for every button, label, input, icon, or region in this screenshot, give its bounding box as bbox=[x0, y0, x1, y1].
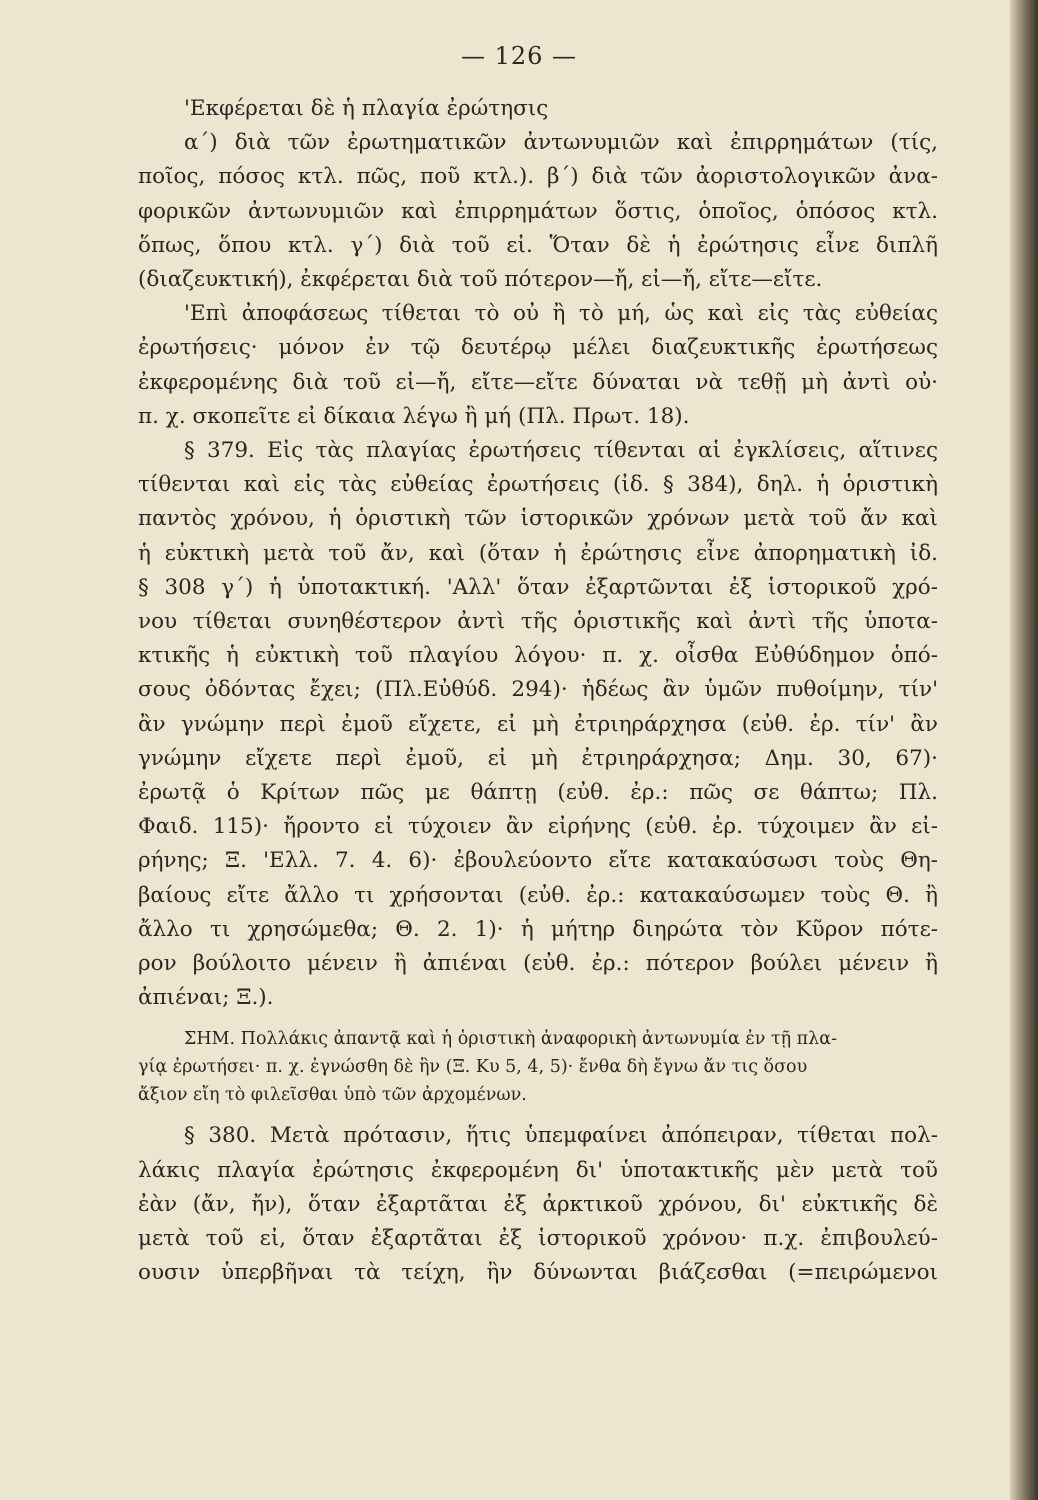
text-line: Φαιδ. 115)· ἤροντο εἰ τύχοιεν ἂν εἰρήνης (εὐθ. ἐρ. τύχοιμεν ἂν εἰ- bbox=[138, 814, 938, 840]
text-line: ἀπιέναι; Ξ.). bbox=[138, 985, 274, 1011]
text-line: § 380. Μετὰ πρότασιν, ἥτις ὑπεμφαίνει ἀπόπειραν, τίθεται πολ- bbox=[184, 1123, 938, 1149]
note-line: ΣΗΜ. Πολλάκις ἀπαντᾷ καὶ ἡ ὁριστικὴ ἀναφορικὴ ἀντωνυμία ἐν τῇ πλα- bbox=[184, 1029, 838, 1050]
text-line: 'Επὶ ἀποφάσεως τίθεται τὸ οὐ ἢ τὸ μή, ὡς καὶ εἰς τὰς εὐθείας bbox=[184, 301, 938, 327]
text-line: φορικῶν ἀντωνυμιῶν καὶ ἐπιρρημάτων ὅστις, ὁποῖος, ὁπόσος κτλ. bbox=[138, 198, 938, 224]
text-line: ρον βούλοιτο μένειν ἢ ἀπιέναι (εὐθ. ἐρ.: πότερον βούλει μένειν ἢ bbox=[138, 951, 938, 977]
spacer bbox=[138, 1109, 938, 1119]
text-line: ἐρωτᾷ ὁ Κρίτων πῶς με θάπτῃ (εὐθ. ἐρ.: πῶς σε θάπτω; Πλ. bbox=[138, 780, 938, 806]
note-line: γίᾳ ἐρωτήσει· π. χ. ἐγνώσθη δὲ ἣν (Ξ. Κυ 5, 4, 5)· ἔνθα δὴ ἔγνω ἄν τις ὅσου bbox=[138, 1057, 808, 1078]
text-line: ἐρωτήσεις· μόνον ἐν τῷ δευτέρῳ μέλει διαζευκτικῆς ἐρωτήσεως bbox=[138, 335, 938, 361]
paragraph-intro bbox=[138, 92, 938, 126]
text-line: παντὸς χρόνου, ἡ ὁριστικὴ τῶν ἱστορικῶν χρόνων μετὰ τοῦ ἄν καὶ bbox=[138, 506, 938, 532]
text-line: βαίους εἴτε ἄλλο τι χρήσονται (εὐθ. ἐρ.: κατακαύσωμεν τοὺς Θ. ἢ bbox=[138, 882, 938, 908]
text-line: ἄλλο τι χρησώμεθα; Θ. 2. 1)· ἡ μήτηρ διηρώτα τὸν Κῦρον πότε- bbox=[138, 916, 938, 942]
text-line: ἂν γνώμην περὶ ἐμοῦ εἴχετε, εἰ μὴ ἐτριηράρχησα (εὐθ. ἐρ. τίν' ἂν bbox=[138, 711, 938, 737]
text-line: μετὰ τοῦ εἰ, ὅταν ἐξαρτᾶται ἐξ ἱστορικοῦ χρόνου· π.χ. ἐπιβουλεύ- bbox=[138, 1226, 938, 1252]
note-block bbox=[138, 1025, 938, 1109]
text-line: ἐὰν (ἄν, ἤν), ὅταν ἐξαρτᾶται ἐξ ἀρκτικοῦ χρόνου, δι' εὐκτικῆς δὲ bbox=[138, 1191, 938, 1217]
text-line: ἡ εὐκτικὴ μετὰ τοῦ ἄν, καὶ (ὅταν ἡ ἐρώτησις εἶνε ἀπορηματικὴ ἰδ. bbox=[138, 540, 938, 566]
text-line: νου τίθεται συνηθέστερον ἀντὶ τῆς ὁριστικῆς καὶ ἀντὶ τῆς ὑποτα- bbox=[138, 609, 938, 635]
text-line: (διαζευκτική), ἐκφέρεται διὰ τοῦ πότερον—ἤ, εἰ—ἤ, εἴτε—εἴτε. bbox=[138, 267, 823, 293]
text-line: § 379. Εἰς τὰς πλαγίας ἐρωτήσεις τίθενται αἱ ἐγκλίσεις, αἵτινες bbox=[184, 438, 938, 464]
page-number: — 126 — bbox=[460, 42, 578, 70]
text-line: ρήνης; Ξ. 'Ελλ. 7. 4. 6)· ἐβουλεύοντο εἴτε κατακαύσωσι τοὺς Θη- bbox=[138, 848, 938, 874]
paragraph-negation bbox=[138, 297, 938, 434]
text-line: ἐκφερομένης διὰ τοῦ εἰ—ἤ, εἴτε—εἴτε δύναται νὰ τεθῇ μὴ ἀντὶ οὐ· bbox=[138, 369, 938, 395]
paragraph-section-379 bbox=[138, 434, 938, 1015]
page-edge-shadow bbox=[1010, 0, 1038, 1500]
text-line: ποῖος, πόσος κτλ. πῶς, ποῦ κτλ.). β΄) διὰ τῶν ἀοριστολογικῶν ἀνα- bbox=[138, 164, 938, 190]
text-line: ουσιν ὑπερβῆναι τὰ τείχη, ἢν δύνωνται βιάζεσθαι (=πειρώμενοι bbox=[138, 1260, 938, 1286]
page-body bbox=[138, 92, 938, 1291]
text-line: ὅπως, ὅπου κτλ. γ΄) διὰ τοῦ εἰ. Ὅταν δὲ ἡ ἐρώτησις εἶνε διπλῆ bbox=[138, 232, 938, 258]
text-line: α΄) διὰ τῶν ἐρωτηματικῶν ἀντωνυμιῶν καὶ ἐπιρρημάτων (τίς, bbox=[184, 130, 938, 156]
text-line: τίθενται καὶ εἰς τὰς εὐθείας ἐρωτήσεις (ἰδ. § 384), δηλ. ἡ ὁριστικὴ bbox=[138, 472, 938, 498]
text-line: λάκις πλαγία ἐρώτησις ἐκφερομένη δι' ὑποτακτικῆς μὲν μετὰ τοῦ bbox=[138, 1157, 938, 1183]
paragraph-forms bbox=[138, 126, 938, 297]
text-line: γνώμην εἴχετε περὶ ἐμοῦ, εἰ μὴ ἐτριηράρχησα; Δημ. 30, 67)· bbox=[138, 745, 938, 771]
note-line: ἄξιον εἴη τὸ φιλεῖσθαι ὑπὸ τῶν ἀρχομένων. bbox=[138, 1085, 527, 1106]
text-line: π. χ. σκοπεῖτε εἰ δίκαια λέγω ἢ μή (Πλ. Πρωτ. 18). bbox=[138, 403, 690, 429]
paragraph-section-380 bbox=[138, 1119, 938, 1290]
text-line: σους ὀδόντας ἔχει; (Πλ.Εὐθύδ. 294)· ἡδέως ἂν ὑμῶν πυθοίμην, τίν' bbox=[138, 677, 938, 703]
text-line: 'Εκφέρεται δὲ ἡ πλαγία ἐρώτησις bbox=[184, 96, 549, 121]
text-line: § 308 γ΄) ἡ ὑποτακτική. 'Αλλ' ὅταν ἐξαρτῶνται ἐξ ἱστορικοῦ χρό- bbox=[138, 574, 938, 600]
spacer bbox=[138, 1015, 938, 1025]
text-line: κτικῆς ἡ εὐκτικὴ τοῦ πλαγίου λόγου· π. χ. οἶσθα Εὐθύδημον ὁπό- bbox=[138, 643, 938, 669]
